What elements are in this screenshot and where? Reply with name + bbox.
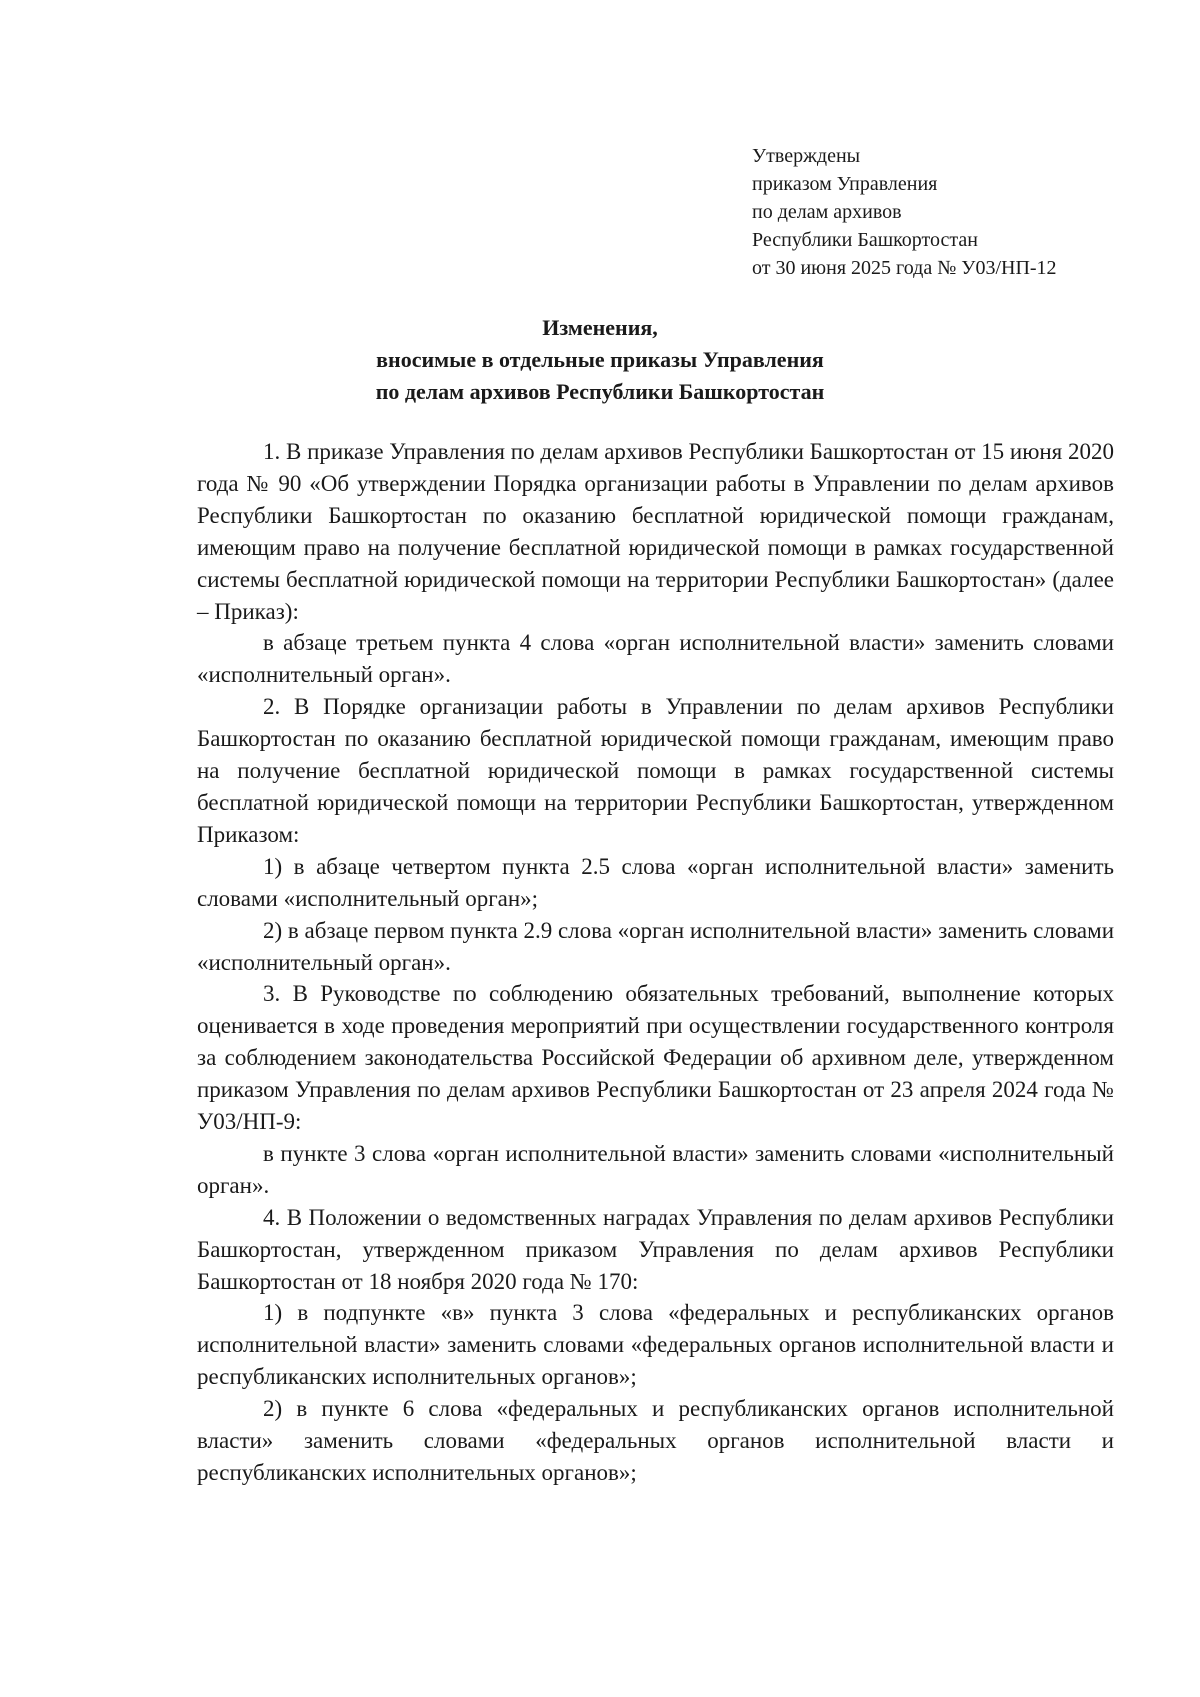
document-title [0,312,1200,408]
approval-stamp [752,142,1057,282]
approval-line: по делам архивов [752,201,902,223]
title-line: вносимые в отдельные приказы Управления [376,347,824,372]
paragraph: 2) в пункте 6 слова «федеральных и республиканских органов исполнительной власти» заменить словами «федеральных органов исполнительной власти и республиканских исполнительных органов»; [197,1396,1114,1485]
approval-line: от 30 июня 2025 года № У03/НП-12 [752,257,1057,279]
title-line: Изменения, [542,315,658,340]
paragraph: 4. В Положении о ведомственных наградах Управления по делам архивов Республики Башкортостан, утвержденном приказом Управления по делам архивов Республики Башкортостан от 18 ноября 2020 года № 170: [197,1204,1114,1294]
paragraph: 1. В приказе Управления по делам архивов Республики Башкортостан от 15 июня 2020 года № 90 «Об утверждении Порядка организации работы в Управлении по делам архивов Республики Башкортостан по оказанию бесплатной юридической помощи гражданам, имеющим право на получение бесплатной юридической помощи в рамках государственной системы бесплатной юридической помощи на территории Республики Башкортостан» (далее – Приказ): [197,439,1115,624]
paragraph: 1) в абзаце четвертом пункта 2.5 слова «орган исполнительной власти» заменить словами «исполнительный орган»; [197,853,1114,911]
paragraph: в абзаце третьем пункта 4 слова «орган исполнительной власти» заменить словами «исполнительный орган». [197,630,1114,688]
title-line: по делам архивов Республики Башкортостан [375,379,825,404]
paragraph: 1) в подпункте «в» пункта 3 слова «федеральных и республиканских органов исполнительной власти» заменить словами «федеральных органов исполнительной власти и республиканских исполнительных органов»; [197,1300,1114,1390]
approval-line: приказом Управления [752,173,938,195]
paragraph: в пункте 3 слова «орган исполнительной власти» заменить словами «исполнительный орган». [197,1140,1114,1198]
approval-line: Утверждены [752,145,861,167]
paragraph: 2) в абзаце первом пункта 2.9 слова «орган исполнительной власти» заменить словами «исполнительный орган». [197,917,1114,975]
paragraph: 2. В Порядке организации работы в Управлении по делам архивов Республики Башкортостан по оказанию бесплатной юридической помощи гражданам, имеющим право на получение бесплатной юридической помощи в рамках государственной системы бесплатной юридической помощи на территории Республики Башкортостан, утвержденном Приказом: [197,694,1114,847]
paragraph: 3. В Руководстве по соблюдению обязательных требований, выполнение которых оценивается в ходе проведения мероприятий при осуществлении государственного контроля за соблюдением законодательства Российской Федерации об архивном деле, утвержденном приказом Управления по делам архивов Республики Башкортостан от 23 апреля 2024 года № У03/НП-9: [197,981,1114,1135]
approval-line: Республики Башкортостан [752,229,978,251]
document-body [197,436,1114,1489]
